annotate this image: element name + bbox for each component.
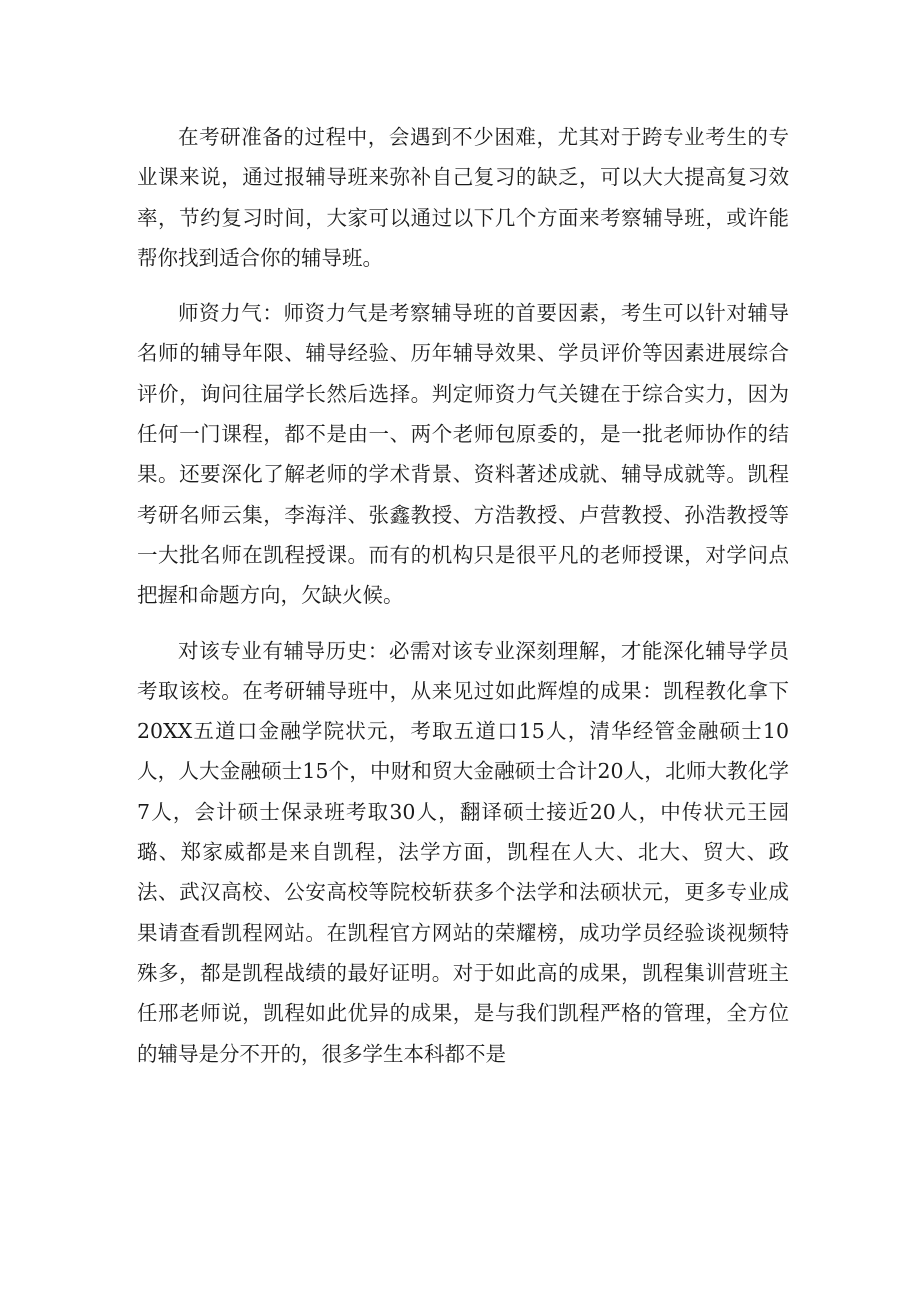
paragraph-teaching-staff: 师资力气：师资力气是考察辅导班的首要因素，考生可以针对辅导名师的辅导年限、辅导经验、历年辅导效果、学员评价等因素进展综合评价，询问往届学长然后选择。判定师资力气关键在于综合实力，因为任何一门课程，都不是由一、两个老师包原委的，是一批老师协作的结果。还要深化了解老师的学术背景、资料著述成就、辅导成就等。凯程考研名师云集，李海洋、张鑫教授、方浩教授、卢营教授、孙浩教授等一大批名师在凯程授课。而有的机构只是很平凡的老师授课，对学问点把握和命题方向，欠缺火候。 xyxy=(137,301,789,608)
document-body xyxy=(137,117,789,1089)
paragraph-intro: 在考研准备的过程中，会遇到不少困难，尤其对于跨专业考生的专业课来说，通过报辅导班来弥补自己复习的缺乏，可以大大提高复习效率，节约复习时间，大家可以通过以下几个方面来考察辅导班，或许能帮你找到适合你的辅导班。 xyxy=(137,125,789,270)
paragraph-tutoring-history: 对该专业有辅导历史：必需对该专业深刻理解，才能深化辅导学员考取该校。在考研辅导班中，从来见过如此辉煌的成果：凯程教化拿下20XX五道口金融学院状元，考取五道口15人，清华经管金融硕士10人，人大金融硕士15个，中财和贸大金融硕士合计20人，北师大教化学7人，会计硕士保录班考取30人，翻译硕士接近20人，中传状元王园璐、郑家威都是来自凯程，法学方面，凯程在人大、北大、贸大、政法、武汉高校、公安高校等院校斩获多个法学和法硕状元，更多专业成果请查看凯程网站。在凯程官方网站的荣耀榜，成功学员经验谈视频特殊多，都是凯程战绩的最好证明。对于如此高的成果，凯程集训营班主任邢老师说，凯程如此优异的成果，是与我们凯程严格的管理，全方位的辅导是分不开的，很多学生本科都不是 xyxy=(137,638,789,1066)
